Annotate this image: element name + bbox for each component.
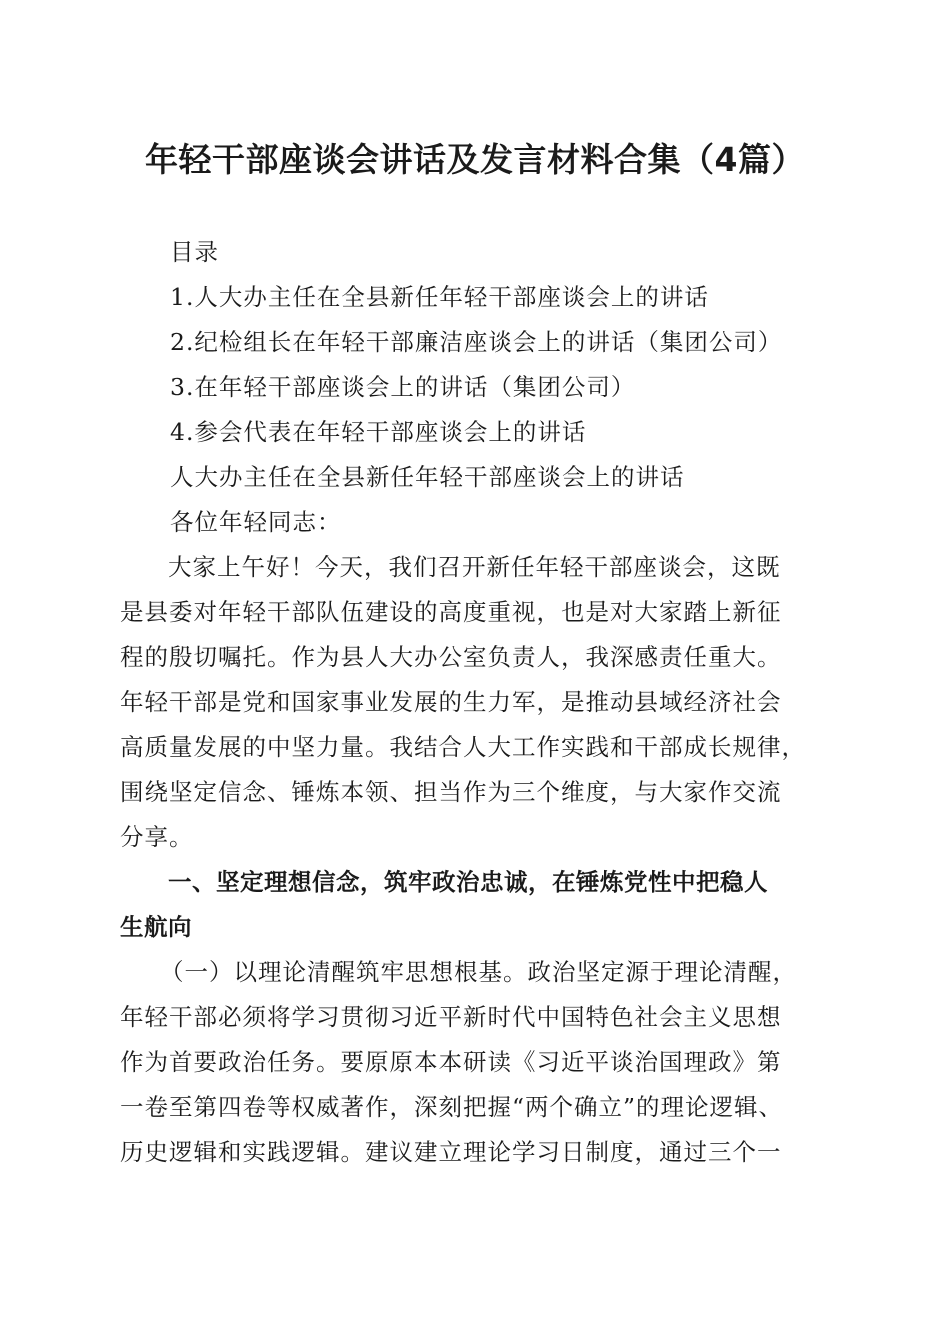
toc-item: 2.纪检组长在年轻干部廉洁座谈会上的讲话（集团公司）: [170, 328, 783, 356]
speech-title: 人大办主任在全县新任年轻干部座谈会上的讲话: [170, 463, 685, 491]
subsection-line: 历史逻辑和实践逻辑。建议建立理论学习日制度，通过三个一: [120, 1138, 782, 1166]
subsection-line: 作为首要政治任务。要原原本本研读《习近平谈治国理政》第: [120, 1048, 782, 1076]
salutation: 各位年轻同志：: [170, 508, 342, 536]
subsection-line: 年轻干部必须将学习贯彻习近平新时代中国特色社会主义思想: [120, 1003, 782, 1031]
intro-line: 程的殷切嘱托。作为县人大办公室负责人，我深感责任重大。: [120, 643, 782, 671]
toc-heading: 目录: [170, 238, 219, 266]
intro-line: 年轻干部是党和国家事业发展的生力军，是推动县域经济社会: [120, 688, 782, 716]
section-heading: 一、坚定理想信念，筑牢政治忠诚，在锤炼党性中把稳人: [168, 868, 768, 896]
intro-line: 围绕坚定信念、锤炼本领、担当作为三个维度，与大家作交流: [120, 778, 782, 806]
toc-item: 4.参会代表在年轻干部座谈会上的讲话: [170, 418, 587, 446]
section-heading: 生航向: [120, 913, 192, 941]
toc-item: 1.人大办主任在全县新任年轻干部座谈会上的讲话: [170, 283, 709, 311]
subsection-line: 一卷至第四卷等权威著作，深刻把握“两个确立”的理论逻辑、: [120, 1093, 784, 1121]
document-title: 年轻干部座谈会讲话及发言材料合集（4篇）: [145, 140, 805, 179]
intro-line: 分享。: [120, 823, 194, 851]
intro-line: 大家上午好！今天，我们召开新任年轻干部座谈会，这既: [168, 553, 781, 581]
subsection-line: （一）以理论清醒筑牢思想根基。政治坚定源于理论清醒，: [160, 958, 797, 986]
intro-line: 是县委对年轻干部队伍建设的高度重视，也是对大家踏上新征: [120, 598, 782, 626]
toc-item: 3.在年轻干部座谈会上的讲话（集团公司）: [170, 373, 636, 401]
intro-line: 高质量发展的中坚力量。我结合人大工作实践和干部成长规律，: [120, 733, 806, 761]
